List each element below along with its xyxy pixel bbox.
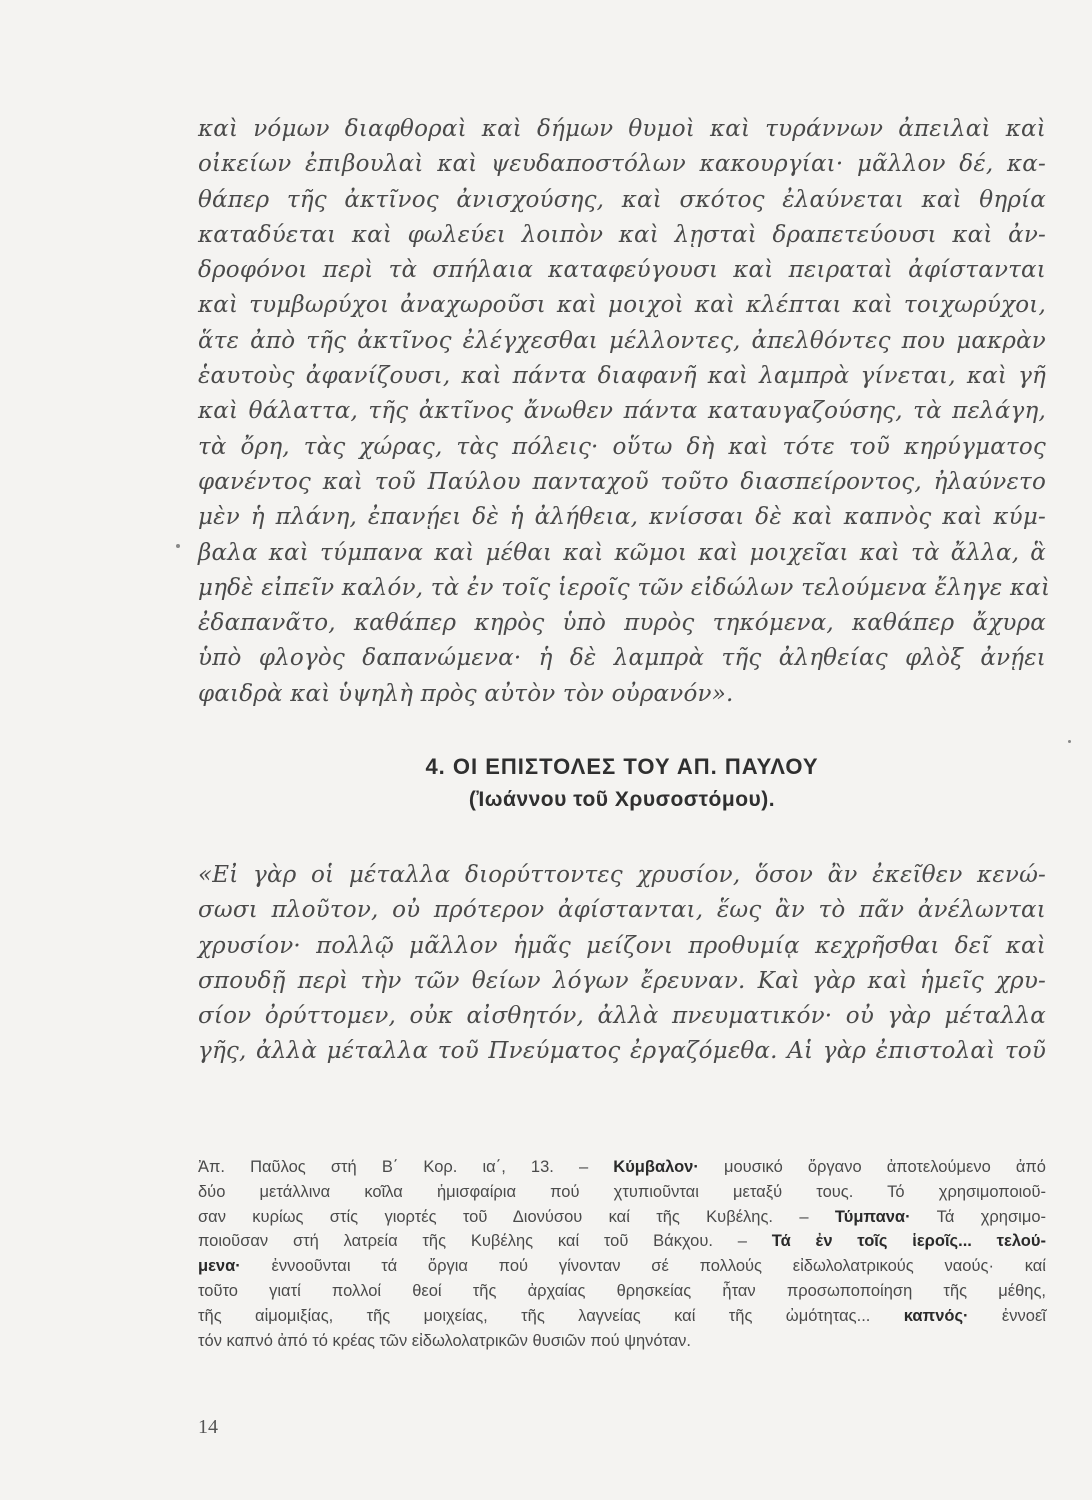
footnote-text: σαν κυρίως στίς γιορτές τοῦ Διονύσου καί τῆς Κυβέλης. – xyxy=(198,1207,809,1226)
footnote-text: ἐννοοῦνται τά ὄργια πού γίνονταν σέ πολλούς εἰδωλολατρικούς ναούς· καί xyxy=(271,1257,1046,1276)
quote-line: σπουδῇ περὶ τὴν τῶν θείων λόγων ἔρευναν. Καὶ γὰρ καὶ ἡμεῖς χρυ- xyxy=(198,967,1046,994)
text-line: ἅτε ἀπὸ τῆς ἀκτῖνος ἐλέγχεσθαι μέλλοντες, ἀπελθόντες που μακρὰν xyxy=(198,327,1046,354)
text-line: μηδὲ εἰπεῖν καλόν, τὰ ἐν τοῖς ἱεροῖς τῶν εἰδώλων τελούμενα ἔληγε καὶ xyxy=(198,574,1051,601)
quote-line: χρυσίον· πολλῷ μᾶλλον ἡμᾶς μείζονι προθυμίᾳ κεχρῆσθαι δεῖ καὶ xyxy=(198,932,1046,959)
footnote-line: τοῦτο γιατί πολλοί θεοί τῆς ἀρχαίας θρησκείας ἦταν προσωποποίηση τῆς μέθης, xyxy=(198,1281,1046,1300)
text-line: φαιδρὰ καὶ ὑψηλὴ πρὸς αὐτὸν τὸν οὐρανόν». xyxy=(198,680,734,707)
scan-speck xyxy=(1068,740,1071,743)
text-line: βαλα καὶ τύμπανα καὶ μέθαι καὶ κῶμοι καὶ μοιχεῖαι καὶ τὰ ἄλλα, ἃ xyxy=(198,539,1046,566)
text-line: οἰκείων ἐπιβουλαὶ καὶ ψευδαποστόλων κακουργίαι· μᾶλλον δέ, κα- xyxy=(198,151,1046,178)
quote-line: σωσι πλοῦτον, οὐ πρότερον ἀφίστανται, ἕως ἂν τὸ πᾶν ἀνέλωνται xyxy=(198,897,1046,924)
footnote xyxy=(198,1155,1046,1353)
text-line: ἑαυτοὺς ἀφανίζουσι, καὶ πάντα διαφανῆ καὶ λαμπρὰ γίνεται, καὶ γῆ xyxy=(198,363,1046,390)
section-heading xyxy=(198,750,1046,816)
scan-speck xyxy=(176,544,180,548)
text-line: καὶ νόμων διαφθοραὶ καὶ δήμων θυμοὶ καὶ τυράννων ἀπειλαὶ καὶ xyxy=(198,116,1046,142)
footnote-text: μουσικό ὄργανο ἀποτελούμενο ἀπό xyxy=(723,1158,1046,1176)
quote-text xyxy=(198,858,1046,1070)
footnote-line: τόν καπνό ἀπό τό κρέας τῶν εἰδωλολατρικῶν θυσιῶν πού ψηνόταν. xyxy=(198,1331,691,1350)
text-line: δροφόνοι περὶ τὰ σπήλαια καταφεύγουσι καὶ πειραταὶ ἀφίστανται xyxy=(198,257,1046,284)
footnote-text: ποιοῦσαν στή λατρεία τῆς Κυβέλης καί τοῦ Βάκχου. – xyxy=(198,1232,747,1251)
footnote-text: ἐννοεῖ xyxy=(1001,1306,1046,1325)
footnote-line xyxy=(198,1205,1046,1230)
text-line: καὶ θάλαττα, τῆς ἀκτῖνος ἄνωθεν πάντα καταυγαζούσης, τὰ πελάγη, xyxy=(198,398,1046,425)
text-line: ὑπὸ φλογὸς δαπανώμενα· ἡ δὲ λαμπρὰ τῆς ἀληθείας φλὸξ ἀνῄει xyxy=(198,645,1046,672)
footnote-text: Ἀπ. Παῦλος στή Β΄ Κορ. ια΄, 13. – xyxy=(198,1158,589,1176)
text-line: καὶ τυμβωρύχοι ἀναχωροῦσι καὶ μοιχοὶ καὶ κλέπται καὶ τοιχωρύχοι, xyxy=(198,292,1046,319)
footnote-line xyxy=(198,1304,1046,1329)
footnote-line xyxy=(198,1155,1046,1180)
body-text xyxy=(198,112,1051,712)
footnote-term: καπνός· xyxy=(903,1306,969,1325)
text-line: μὲν ἡ πλάνη, ἐπανῄει δὲ ἡ ἀλήθεια, κνίσσαι δὲ καὶ καπνὸς καὶ κύμ- xyxy=(198,504,1046,531)
quote-line: «Εἰ γὰρ οἱ μέταλλα διορύττοντες χρυσίον, ὅσον ἂν ἐκεῖθεν κενώ- xyxy=(198,862,1046,888)
section-subtitle: (Ἰωάννου τοῦ Χρυσοστόμου). xyxy=(468,788,776,811)
text-line: ἐδαπανᾶτο, καθάπερ κηρὸς ὑπὸ πυρὸς τηκόμενα, καθάπερ ἄχυρα xyxy=(198,610,1046,637)
page-number: 14 xyxy=(198,1416,218,1438)
quote-line: σίον ὀρύττομεν, οὐκ αἰσθητόν, ἀλλὰ πνευματικόν· οὐ γὰρ μέταλλα xyxy=(198,1003,1046,1030)
footnote-text: Τά χρησιμο- xyxy=(936,1207,1046,1226)
footnote-text: τῆς αἱμομιξίας, τῆς μοιχείας, τῆς λαγνείας καί τῆς ὠμότητας... xyxy=(198,1306,871,1325)
text-line: θάπερ τῆς ἀκτῖνος ἀνισχούσης, καὶ σκότος ἐλαύνεται καὶ θηρία xyxy=(198,186,1046,213)
footnote-term: μενα· xyxy=(198,1257,241,1276)
footnote-line: δύο μετάλλινα κοῖλα ἡμισφαίρια πού χτυπιοῦνται μεταξύ τους. Τό χρησιμοποιοῦ- xyxy=(198,1182,1046,1201)
text-line: τὰ ὄρη, τὰς χώρας, τὰς πόλεις· οὕτω δὴ καὶ τότε τοῦ κηρύγματος xyxy=(198,433,1046,460)
footnote-term: Κύμβαλον· xyxy=(613,1158,699,1176)
text-line: φανέντος καὶ τοῦ Παύλου πανταχοῦ τοῦτο διασπείροντος, ἠλαύνετο xyxy=(198,468,1046,495)
section-title: 4. ΟΙ ΕΠΙΣΤΟΛΕΣ ΤΟΥ ΑΠ. ΠΑΥΛΟΥ xyxy=(425,754,819,779)
quote-line: γῆς, ἀλλὰ μέταλλα τοῦ Πνεύματος ἐργαζόμεθα. Αἱ γὰρ ἐπιστολαὶ τοῦ xyxy=(198,1038,1046,1065)
footnote-term: Τύμπανα· xyxy=(834,1207,911,1226)
footnote-line xyxy=(198,1254,1046,1279)
footnote-line xyxy=(198,1229,1046,1254)
footnote-term: Τά ἐν τοῖς ἱεροῖς... τελού- xyxy=(771,1232,1046,1251)
text-line: καταδύεται καὶ φωλεύει λοιπὸν καὶ λῃσταὶ δραπετεύουσι καὶ ἀν- xyxy=(198,221,1046,248)
